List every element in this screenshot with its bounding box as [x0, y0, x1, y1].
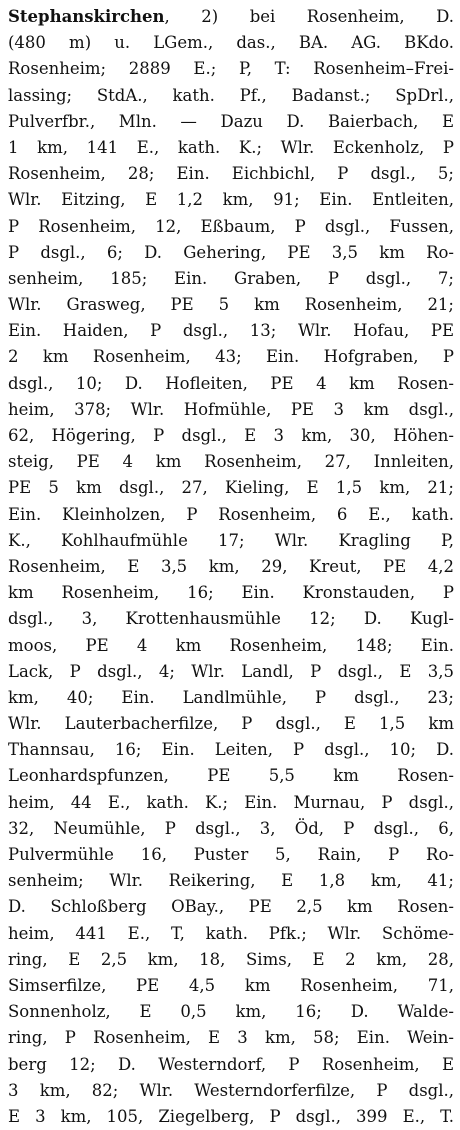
entry-line-16: heim, 378; Wlr. Hofmühle, PE 3 km dsgl., [8, 399, 454, 419]
entry-line-17: 62, Högering, P dsgl., E 3 km, 30, Höhen- [8, 426, 454, 445]
entry-line-22: Rosenheim, E 3,5 km, 29, Kreut, PE 4,2 [8, 556, 454, 576]
entry-line-33: Pulvermühle 16, Puster 5, Rain, P Ro- [8, 845, 454, 864]
entry-line-8: Wlr. Eitzing, E 1,2 km, 91; Ein. Entleiten, [8, 190, 454, 210]
entry-line-23: km Rosenheim, 16; Ein. Kronstauden, P [8, 583, 454, 603]
entry-line-32: 32, Neumühle, P dsgl., 3, Öd, P dsgl., 6, [8, 818, 454, 838]
entry-line-14: 2 km Rosenheim, 43; Ein. Hofgraben, P [8, 347, 454, 367]
entry-line-28: Wlr. Lauterbacherfilze, P dsgl., E 1,5 km [8, 714, 454, 734]
entry-line-5: Pulverfbr., Mln. — Dazu D. Baierbach, E [8, 111, 454, 131]
entry-line-20: Ein. Kleinholzen, P Rosenheim, 6 E., kath. [8, 504, 454, 524]
entry-line-6: 1 km, 141 E., kath. K.; Wlr. Eckenholz, P [8, 137, 454, 157]
entry-line-31: heim, 44 E., kath. K.; Ein. Murnau, P dsgl., [8, 792, 454, 812]
entry-line-40: ring, P Rosenheim, E 3 km, 58; Ein. Wein- [8, 1028, 454, 1048]
entry-line-35: D. Schloßberg OBay., PE 2,5 km Rosen- [8, 897, 454, 917]
entry-line-38: Simserfilze, PE 4,5 km Rosenheim, 71, [8, 975, 454, 995]
entry-line-43: E 3 km, 105, Ziegelberg, P dsgl., 399 E., T. [8, 1106, 454, 1126]
entry-line-12: Wlr. Grasweg, PE 5 km Rosenheim, 21; [8, 295, 454, 315]
entry-line-34: senheim; Wlr. Reikering, E 1,8 km, 41; [8, 871, 454, 891]
entry-line-19: PE 5 km dsgl., 27, Kieling, E 1,5 km, 21; [8, 478, 454, 498]
entry-line-24: dsgl., 3, Krottenhausmühle 12; D. Kugl- [8, 609, 454, 629]
entry-line-3: Rosenheim; 2889 E.; P, T: Rosenheim–Frei- [8, 59, 454, 79]
entry-line-18: steig, PE 4 km Rosenheim, 27, Innleiten, [8, 452, 454, 472]
entry-line-41: berg 12; D. Westerndorf, P Rosenheim, E [8, 1054, 454, 1074]
entry-line-42: 3 km, 82; Wlr. Westerndorferfilze, P dsgl., [8, 1080, 454, 1100]
entry-line-26: Lack, P dsgl., 4; Wlr. Landl, P dsgl., E 3,5 [8, 661, 454, 681]
entry-line-11: senheim, 185; Ein. Graben, P dsgl., 7; [8, 268, 454, 288]
entry-line-21: K., Kohlhaufmühle 17; Wlr. Kragling P, [8, 530, 454, 550]
entry-line-10: P dsgl., 6; D. Gehering, PE 3,5 km Ro- [8, 242, 454, 262]
entry-headword: Stephanskirchen [8, 7, 165, 26]
entry-line-1 [8, 4, 454, 30]
entry-line-25: moos, PE 4 km Rosenheim, 148; Ein. [8, 635, 454, 655]
entry-line-text: , 2) bei Rosenheim, D. [164, 7, 454, 26]
entry-line-4: lassing; StdA., kath. Pf., Badanst.; SpDrl., [8, 85, 454, 105]
gazetteer-entry [8, 4, 454, 1130]
entry-line-27: km, 40; Ein. Landlmühle, P dsgl., 23; [8, 687, 454, 707]
entry-line-9: P Rosenheim, 12, Eßbaum, P dsgl., Fussen, [8, 216, 454, 236]
entry-line-13: Ein. Haiden, P dsgl., 13; Wlr. Hofau, PE [8, 321, 454, 341]
entry-line-29: Thannsau, 16; Ein. Leiten, P dsgl., 10; D. [8, 740, 454, 760]
entry-line-36: heim, 441 E., T, kath. Pfk.; Wlr. Schöme- [8, 923, 454, 943]
entry-line-37: ring, E 2,5 km, 18, Sims, E 2 km, 28, [8, 949, 454, 969]
entry-line-39: Sonnenholz, E 0,5 km, 16; D. Waldе- [8, 1002, 454, 1022]
entry-line-15: dsgl., 10; D. Hofleiten, PE 4 km Rosen- [8, 373, 454, 393]
entry-line-30: Leonhardspfunzen, PE 5,5 km Rosen- [8, 766, 454, 786]
entry-line-2: (480 m) u. LGem., das., BA. AG. BKdo. [8, 33, 454, 53]
entry-line-7: Rosenheim, 28; Ein. Eichbichl, P dsgl., 5; [8, 164, 454, 184]
